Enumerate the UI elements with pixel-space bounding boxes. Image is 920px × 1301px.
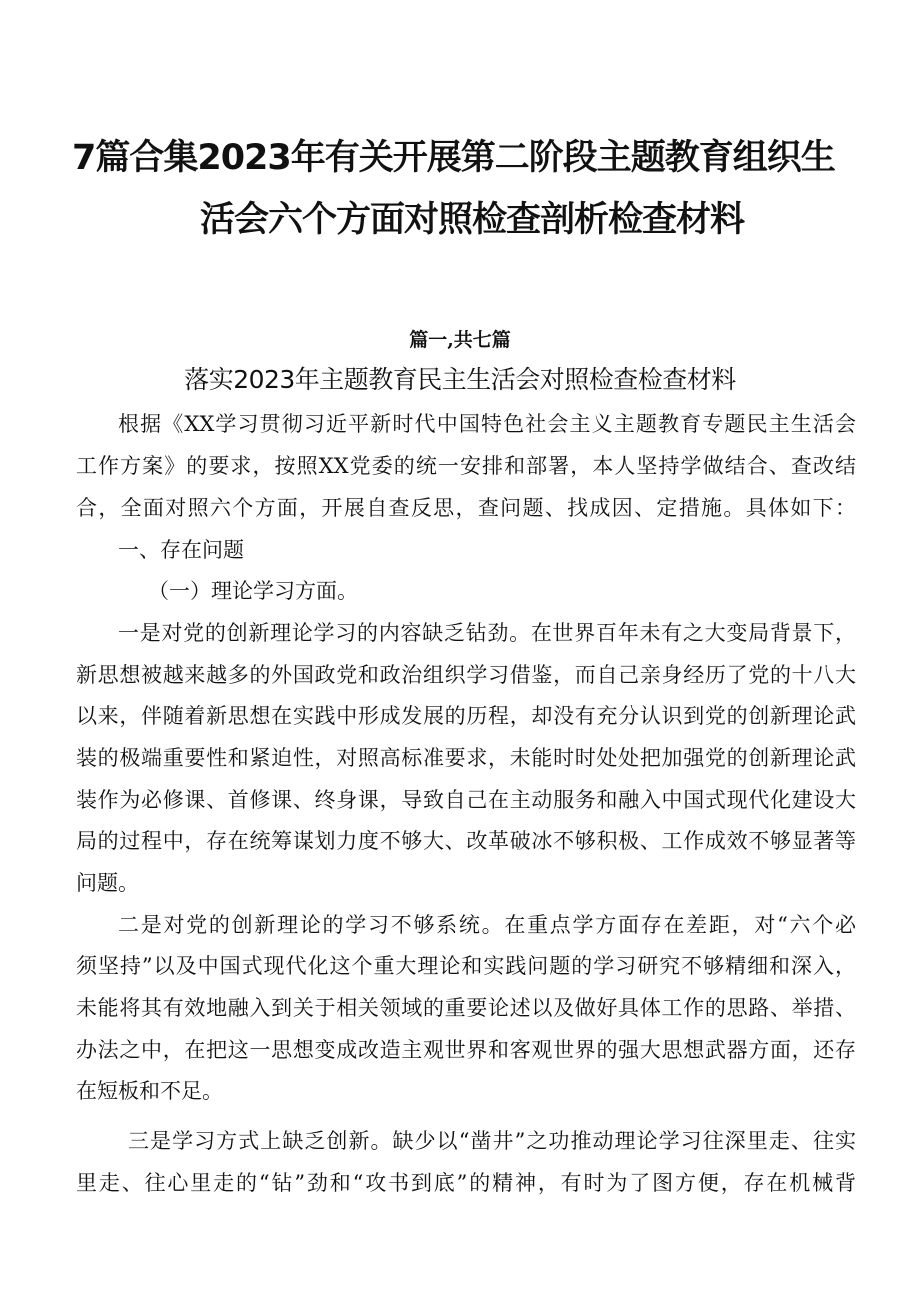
section-heading: 一、存在问题 xyxy=(118,538,244,562)
article-title: 落实2023年主题教育民主生活会对照检查检查材料 xyxy=(184,365,736,394)
document-title-line-1: 7篇合集2023年有关开展第二阶段主题教育组织生 xyxy=(72,138,835,178)
document-title-line-2: 活会六个方面对照检查剖析检查材料 xyxy=(200,200,745,240)
body-line: 问题。 xyxy=(76,871,139,895)
body-line: 在短板和不足。 xyxy=(76,1079,223,1103)
subsection-heading: （一）理论学习方面。 xyxy=(148,579,358,603)
body-line: 根据《XX学习贯彻习近平新时代中国特色社会主义主题教育专题民主生活会 xyxy=(118,412,856,436)
section-label: 篇一,共七篇 xyxy=(409,329,511,351)
body-line: 二是对党的创新理论的学习不够系统。在重点学方面存在差距，对“六个必 xyxy=(118,913,856,937)
body-line: 未能将其有效地融入到关于相关领域的重要论述以及做好具体工作的思路、举措、 xyxy=(76,996,856,1020)
body-line: 合，全面对照六个方面，开展自查反思，查问题、找成因、定措施。具体如下： xyxy=(76,496,856,520)
body-line: 工作方案》的要求，按照XX党委的统一安排和部署，本人坚持学做结合、查改结 xyxy=(76,454,856,478)
body-line: 里走、往心里走的“钻”劲和“攻书到底”的精神，有时为了图方便，存在机械背 xyxy=(76,1171,856,1195)
body-line: 局的过程中，存在统筹谋划力度不够大、改革破冰不够积极、工作成效不够显著等 xyxy=(76,829,856,853)
body-line: 三是学习方式上缺乏创新。缺少以“凿井”之功推动理论学习往深里走、往实 xyxy=(128,1129,856,1153)
body-line: 新思想被越来越多的外国政党和政治组织学习借鉴，而自己亲身经历了党的十八大 xyxy=(76,663,856,687)
body-line: 装作为必修课、首修课、终身课，导致自己在主动服务和融入中国式现代化建设大 xyxy=(76,788,856,812)
body-line: 装的极端重要性和紧迫性，对照高标准要求，未能时时处处把加强党的创新理论武 xyxy=(76,746,856,770)
body-line: 一是对党的创新理论学习的内容缺乏钻劲。在世界百年未有之大变局背景下， xyxy=(118,621,856,645)
body-line: 以来，伴随着新思想在实践中形成发展的历程，却没有充分认识到党的创新理论武 xyxy=(76,704,856,728)
body-line: 办法之中，在把这一思想变成改造主观世界和客观世界的强大思想武器方面，还存 xyxy=(76,1038,856,1062)
body-line: 须坚持”以及中国式现代化这个重大理论和实践问题的学习研究不够精细和深入， xyxy=(76,954,856,978)
